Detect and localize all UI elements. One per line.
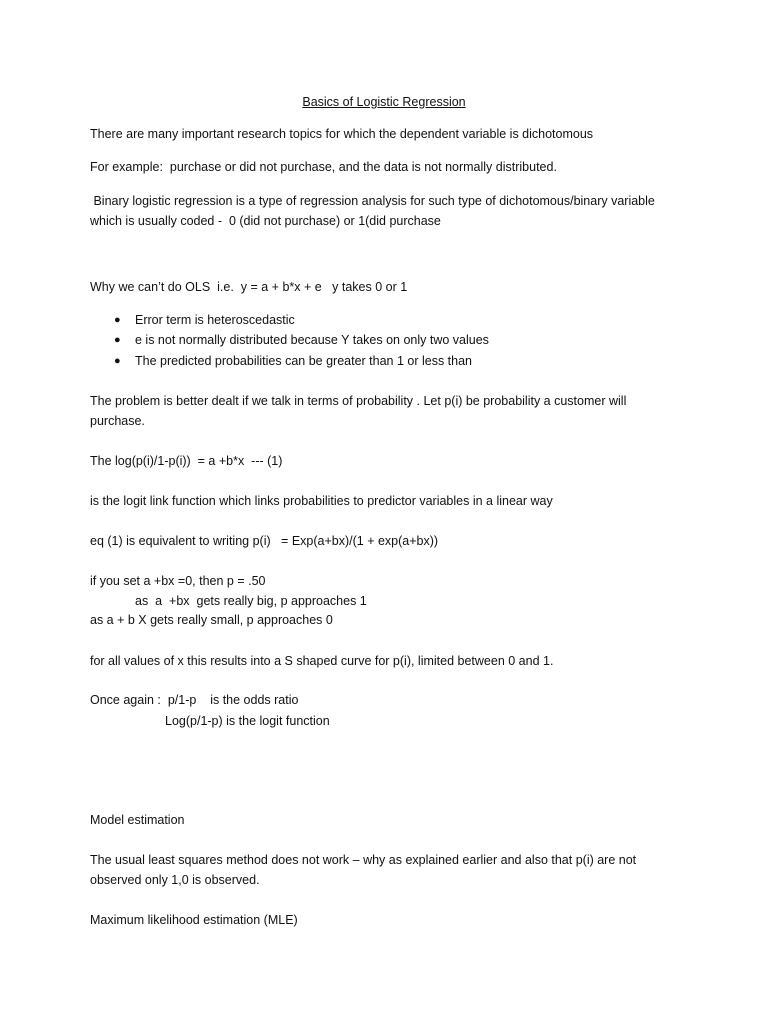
equation-logit: The log(p(i)/1-p(i)) = a +b*x --- (1) — [90, 454, 283, 468]
paragraph-link-function: is the logit link function which links probabilities to predictor variables in a linear way — [90, 494, 553, 508]
document-title: Basics of Logistic Regression — [302, 95, 466, 109]
bullet-text: Error term is heteroscedastic — [135, 313, 295, 327]
equation-probability: eq (1) is equivalent to writing p(i) = Exp(a+bx)/(1 + exp(a+bx)) — [90, 534, 439, 548]
paragraph-bx-big: as a +bx gets really big, p approaches 1 — [135, 594, 367, 608]
heading-model-estimation: Model estimation — [90, 813, 185, 827]
paragraph-least-squares-line-1: The usual least squares method does not work – why as explained earlier and also that p(i) are not — [90, 853, 637, 867]
paragraph-why-ols: Why we can’t do OLS i.e. y = a + b*x + e y takes 0 or 1 — [90, 280, 408, 294]
paragraph-example: For example: purchase or did not purchase, and the data is not normally distributed. — [90, 160, 557, 174]
paragraph-least-squares-line-2: observed only 1,0 is observed. — [90, 873, 260, 887]
bullet-icon: ● — [114, 355, 121, 367]
paragraph-binary-line-2: which is usually coded - 0 (did not purchase) or 1(did purchase — [90, 214, 441, 228]
bullet-icon: ● — [114, 334, 121, 346]
paragraph-probability-line-2: purchase. — [90, 414, 145, 428]
paragraph-mle: Maximum likelihood estimation (MLE) — [90, 913, 298, 927]
paragraph-binary-line-1: Binary logistic regression is a type of regression analysis for such type of dichotomous/binary variable — [90, 194, 655, 208]
paragraph-probability-line-1: The problem is better dealt if we talk in terms of probability . Let p(i) be probability a customer will — [90, 394, 627, 408]
bullet-text: e is not normally distributed because Y takes on only two values — [135, 333, 489, 347]
paragraph-bx-zero: if you set a +bx =0, then p = .50 — [90, 574, 266, 588]
bullet-text: The predicted probabilities can be greater than 1 or less than — [135, 354, 473, 368]
bullet-icon: ● — [114, 314, 121, 326]
paragraph-odds-ratio: Once again : p/1-p is the odds ratio — [90, 693, 299, 707]
paragraph-logit-function: Log(p/1-p) is the logit function — [165, 714, 330, 728]
paragraph-bx-small: as a + b X gets really small, p approaches 0 — [90, 613, 333, 627]
paragraph-s-curve: for all values of x this results into a S shaped curve for p(i), limited between 0 and 1. — [90, 654, 554, 668]
paragraph-intro: There are many important research topics for which the dependent variable is dichotomous — [90, 127, 594, 141]
